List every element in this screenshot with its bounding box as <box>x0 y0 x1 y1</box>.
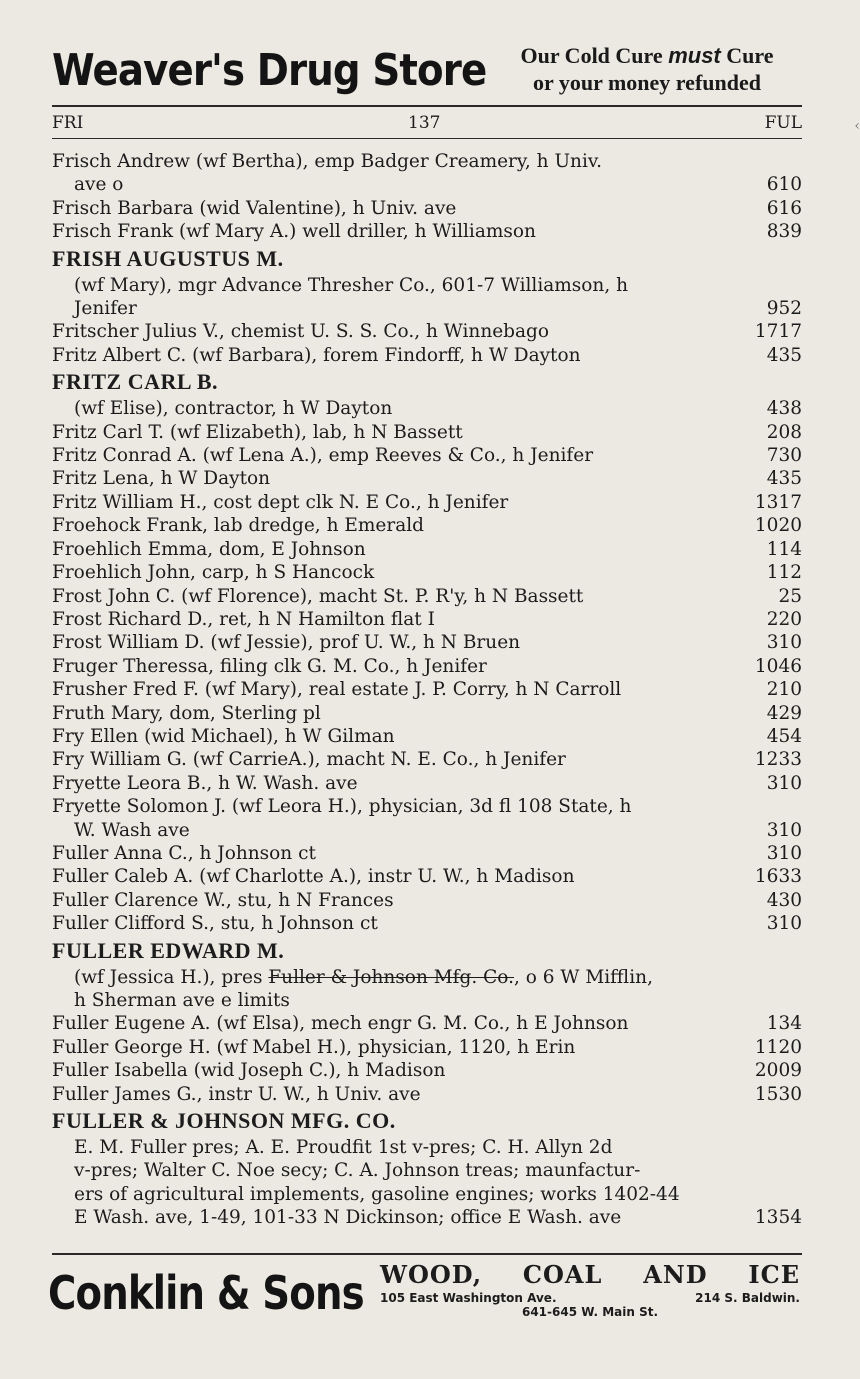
listing-row <box>52 819 802 842</box>
listing-text: FULLER & JOHNSON MFG. CO. <box>52 1108 396 1134</box>
listing-row <box>52 514 802 537</box>
listing-row <box>52 585 802 608</box>
phone-number: 25 <box>778 585 802 607</box>
listing-row <box>52 538 802 561</box>
listing-text: E. M. Fuller pres; A. E. Proudfit 1st v-pres; C. H. Allyn 2d <box>74 1137 613 1159</box>
conklin-sons-ad <box>48 1262 804 1324</box>
listing-text: v-pres; Walter C. Noe secy; C. A. Johnson treas; maunfactur- <box>74 1160 641 1182</box>
listing-row <box>52 631 802 654</box>
listing-text: Fryette Solomon J. (wf Leora H.), physician, 3d fl 108 State, h <box>52 796 632 818</box>
listing-text: FRITZ CARL B. <box>52 369 219 395</box>
listing-row <box>52 889 802 912</box>
phone-number: 114 <box>766 538 802 560</box>
header-rule-top <box>52 105 802 107</box>
directory-listing <box>52 150 802 1230</box>
listing-row <box>52 608 802 631</box>
weavers-drug-store-ad <box>52 40 807 102</box>
listing-row <box>52 197 802 220</box>
ad-address-right: 214 S. Baldwin. <box>695 1291 800 1305</box>
listing-text: Fruth Mary, dom, Sterling pl <box>52 702 321 724</box>
listing-text: FRISH AUGUSTUS M. <box>52 245 284 271</box>
listing-row <box>52 966 802 989</box>
struck-text: Fuller & Johnson Mfg. Co. <box>268 966 514 988</box>
phone-number: 1633 <box>754 866 802 888</box>
page-edge-mark: ‹ <box>854 118 860 134</box>
phone-number: 310 <box>766 913 802 935</box>
listing-text: Fritz Conrad A. (wf Lena A.), emp Reeves & Co., h Jenifer <box>52 445 594 467</box>
ad-slogan-line1 <box>487 42 807 69</box>
listing-row <box>52 989 802 1012</box>
listing-row <box>52 912 802 935</box>
listing-text: Frost William D. (wf Jessie), prof U. W., h N Bruen <box>52 632 521 654</box>
listing-row <box>52 748 802 771</box>
listing-row <box>52 795 802 818</box>
listing-row <box>52 467 802 490</box>
listing-row <box>52 772 802 795</box>
listing-row <box>52 491 802 514</box>
phone-number: 310 <box>766 772 802 794</box>
listing-row <box>52 320 802 343</box>
listing-row <box>52 678 802 701</box>
listing-row <box>52 344 802 367</box>
listing-text: Fuller Isabella (wid Joseph C.), h Madison <box>52 1060 446 1082</box>
listing-heading <box>52 936 802 966</box>
listing-text <box>74 966 653 989</box>
listing-text: Froehlich Emma, dom, E Johnson <box>52 538 366 560</box>
listing-text: W. Wash ave <box>74 819 190 841</box>
phone-number: 839 <box>766 221 802 243</box>
listing-row <box>52 1012 802 1035</box>
phone-number: 220 <box>766 608 802 630</box>
listing-row <box>52 655 802 678</box>
listing-row <box>52 421 802 444</box>
listing-row <box>52 865 802 888</box>
running-header <box>52 110 802 136</box>
listing-text: Fritz Lena, h W Dayton <box>52 468 271 490</box>
phone-number: 2009 <box>754 1060 802 1082</box>
listing-text: ave o <box>74 174 124 196</box>
listing-text: Fritz Albert C. (wf Barbara), forem Findorff, h W Dayton <box>52 344 581 366</box>
listing-text: (wf Mary), mgr Advance Thresher Co., 601-7 Williamson, h <box>74 274 629 296</box>
listing-text: Fruger Theressa, filing clk G. M. Co., h Jenifer <box>52 655 487 677</box>
listing-row <box>52 1083 802 1106</box>
phone-number: 208 <box>766 421 802 443</box>
footer-rule <box>52 1253 802 1255</box>
phone-number: 112 <box>766 562 802 584</box>
phone-number: 454 <box>766 725 802 747</box>
listing-text: Fuller Eugene A. (wf Elsa), mech engr G. M. Co., h E Johnson <box>52 1013 629 1035</box>
phone-number: 435 <box>766 344 802 366</box>
listing-text: E Wash. ave, 1-49, 101-33 N Dickinson; office E Wash. ave <box>74 1207 622 1229</box>
ad-store-name: Weaver's Drug Store <box>52 45 487 96</box>
listing-row <box>52 1206 802 1229</box>
phone-number: 1354 <box>754 1207 802 1229</box>
listing-text: (wf Elise), contractor, h W Dayton <box>74 398 393 420</box>
guide-word-left: FRI <box>52 113 84 133</box>
listing-row <box>52 1059 802 1082</box>
listing-row <box>52 397 802 420</box>
phone-number: 1717 <box>754 321 802 343</box>
listing-text: Fuller James G., instr U. W., h Univ. ave <box>52 1083 421 1105</box>
phone-number: 134 <box>766 1013 802 1035</box>
slogan-pre: Our Cold Cure <box>520 43 669 68</box>
listing-text: Fry Ellen (wid Michael), h W Gilman <box>52 725 395 747</box>
ad-slogan <box>487 42 807 96</box>
ad-firm-name: Conklin & Sons <box>48 1266 364 1320</box>
listing-heading <box>52 244 802 274</box>
header-rule-bottom <box>52 138 802 139</box>
listing-text-post: , o 6 W Mifflin, <box>514 966 653 988</box>
phone-number: 430 <box>766 889 802 911</box>
listing-text: Fritz Carl T. (wf Elizabeth), lab, h N Bassett <box>52 421 463 443</box>
phone-number: 1020 <box>754 515 802 537</box>
listing-text: h Sherman ave e limits <box>74 990 290 1011</box>
phone-number: 1317 <box>754 491 802 513</box>
listing-text: Frusher Fred F. (wf Mary), real estate J. P. Corry, h N Carroll <box>52 679 622 701</box>
listing-row <box>52 173 802 196</box>
listing-text: Frisch Andrew (wf Bertha), emp Badger Creamery, h Univ. <box>52 151 603 172</box>
listing-row <box>52 1183 802 1206</box>
ad-address-bottom: 641-645 W. Main St. <box>521 1305 659 1319</box>
phone-number: 730 <box>766 445 802 467</box>
listing-text: Fuller Anna C., h Johnson ct <box>52 842 316 864</box>
listing-row <box>52 220 802 243</box>
page-number: 137 <box>408 113 441 133</box>
listing-row <box>52 297 802 320</box>
phone-number: 1046 <box>754 655 802 677</box>
listing-heading <box>52 1106 802 1136</box>
listing-row <box>52 444 802 467</box>
slogan-emphasis: must <box>668 43 721 68</box>
phone-number: 952 <box>766 298 802 320</box>
listing-text: Jenifer <box>74 298 137 320</box>
listing-row <box>52 150 802 173</box>
phone-number: 310 <box>766 632 802 654</box>
listing-text: Frost Richard D., ret, h N Hamilton flat I <box>52 608 435 630</box>
phone-number: 1233 <box>754 749 802 771</box>
listing-row <box>52 1036 802 1059</box>
listing-text: Fuller George H. (wf Mabel H.), physician, 1120, h Erin <box>52 1036 576 1058</box>
phone-number: 310 <box>766 842 802 864</box>
listing-text: Frisch Frank (wf Mary A.) well driller, h Williamson <box>52 221 536 243</box>
listing-row <box>52 725 802 748</box>
phone-number: 435 <box>766 468 802 490</box>
ad-goods: WOOD, COAL AND ICE <box>380 1260 800 1289</box>
phone-number: 438 <box>766 398 802 420</box>
phone-number: 310 <box>766 819 802 841</box>
listing-row <box>52 274 802 297</box>
ad-address-left: 105 East Washington Ave. <box>380 1291 557 1305</box>
phone-number: 210 <box>766 679 802 701</box>
ad-slogan-line2: or your money refunded <box>533 70 761 95</box>
listing-text: Fuller Clarence W., stu, h N Frances <box>52 889 394 911</box>
listing-text: Froehock Frank, lab dredge, h Emerald <box>52 515 424 537</box>
listing-row <box>52 1159 802 1182</box>
listing-row <box>52 842 802 865</box>
phone-number: 616 <box>766 197 802 219</box>
phone-number: 610 <box>766 174 802 196</box>
listing-text: FULLER EDWARD M. <box>52 937 285 963</box>
listing-heading <box>52 367 802 397</box>
listing-text: Frisch Barbara (wid Valentine), h Univ. ave <box>52 197 457 219</box>
listing-text: Fritz William H., cost dept clk N. E Co., h Jenifer <box>52 491 509 513</box>
phone-number: 429 <box>766 702 802 724</box>
listing-text: ers of agricultural implements, gasoline engines; works 1402-44 <box>74 1183 680 1205</box>
listing-text: Froehlich John, carp, h S Hancock <box>52 562 375 584</box>
listing-row <box>52 561 802 584</box>
listing-row <box>52 702 802 725</box>
listing-text: Fuller Caleb A. (wf Charlotte A.), instr U. W., h Madison <box>52 866 575 888</box>
listing-text: Fritscher Julius V., chemist U. S. S. Co., h Winnebago <box>52 321 550 343</box>
listing-row <box>52 1136 802 1159</box>
listing-text: Fryette Leora B., h W. Wash. ave <box>52 772 358 794</box>
listing-text: Fuller Clifford S., stu, h Johnson ct <box>52 913 378 935</box>
listing-text: Fry William G. (wf CarrieA.), macht N. E. Co., h Jenifer <box>52 749 566 771</box>
listing-text: Frost John C. (wf Florence), macht St. P. R'y, h N Bassett <box>52 585 584 607</box>
slogan-post: Cure <box>720 43 774 68</box>
phone-number: 1120 <box>754 1036 802 1058</box>
guide-word-right: FUL <box>764 113 802 133</box>
phone-number: 1530 <box>754 1083 802 1105</box>
listing-text-pre: (wf Jessica H.), pres <box>74 966 269 988</box>
